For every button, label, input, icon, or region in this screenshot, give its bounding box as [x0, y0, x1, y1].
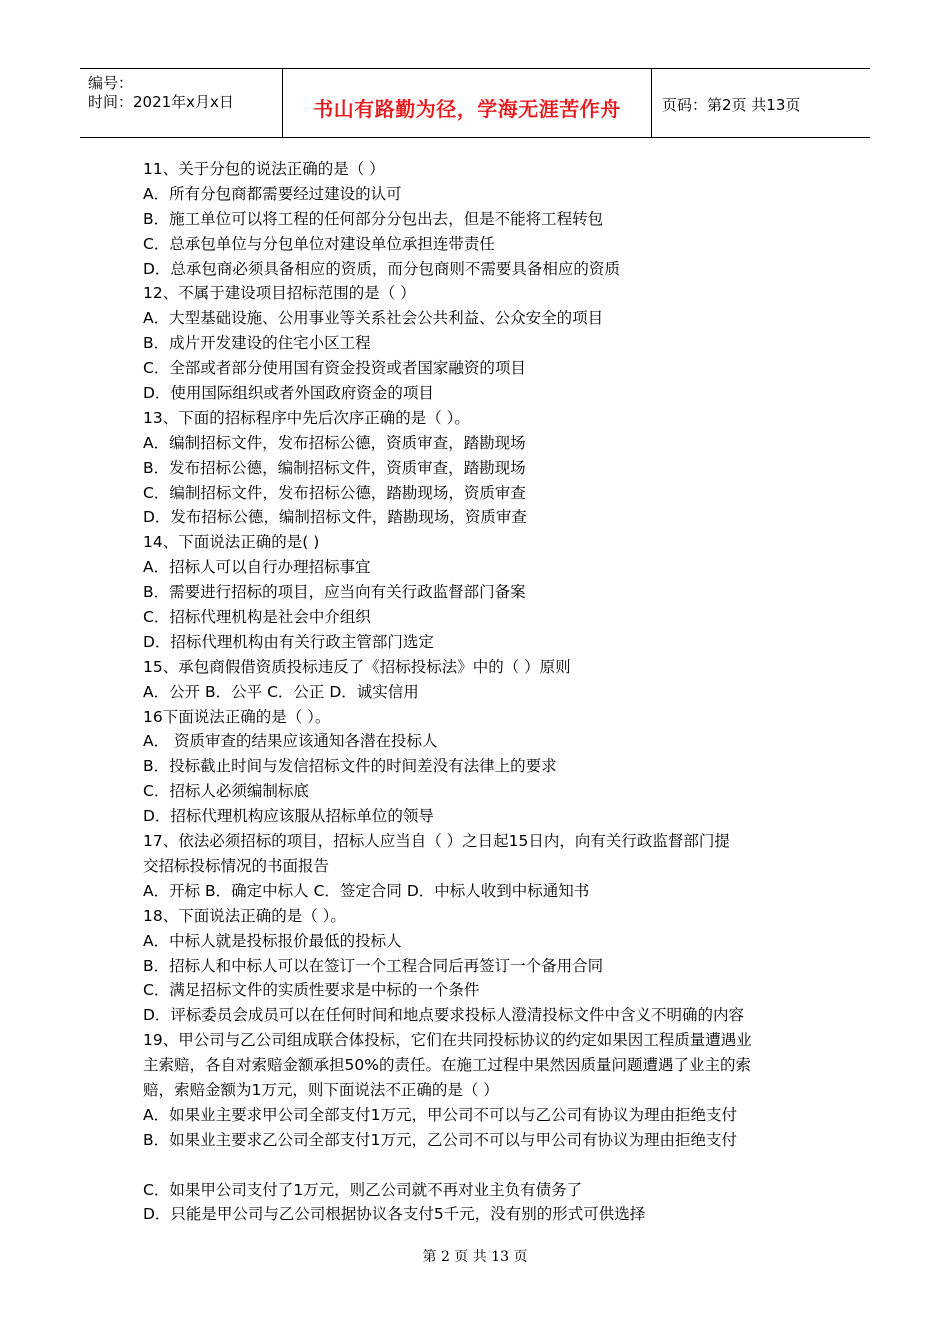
- text-line: C．招标人必须编制标底: [143, 782, 309, 801]
- text-line: A．编制招标文件，发布招标公德，资质审查，踏勘现场: [143, 433, 526, 452]
- text-line: B．成片开发建设的住宅小区工程: [143, 334, 371, 353]
- text-line: D．总承包商必须具备相应的资质，而分包商则不需要具备相应的资质: [143, 259, 620, 278]
- text-line: 17、依法必须招标的项目，招标人应当自（ ）之日起15日内，向有关行政监督部门提: [143, 832, 730, 851]
- text-line: C．编制招标文件，发布招标公德，踏勘现场，资质审查: [143, 483, 526, 502]
- text-line: 18、下面说法正确的是（ ）。: [143, 906, 346, 925]
- text-line: B．投标截止时间与发信招标文件的时间差没有法律上的要求: [143, 757, 557, 776]
- text-line: 19、甲公司与乙公司组成联合体投标，它们在共同投标协议的约定如果因工程质量遭遇业: [143, 1031, 752, 1050]
- text-line: A．公开 B．公平 C．公正 D．诚实信用: [143, 682, 419, 701]
- text-line: B．发布招标公德，编制招标文件，资质审查，踏勘现场: [143, 458, 526, 477]
- text-line: D．招标代理机构由有关行政主管部门选定: [143, 632, 434, 651]
- text-line: B．招标人和中标人可以在签订一个工程合同后再签订一个备用合同: [143, 956, 604, 975]
- text-line: A．所有分包商都需要经过建设的认可: [143, 184, 402, 203]
- text-line: B．如果业主要求乙公司全部支付1万元，乙公司不可以与甲公司有协议为理由拒绝支付: [143, 1130, 737, 1149]
- blank-line: [143, 1153, 803, 1178]
- text-line: 13、下面的招标程序中先后次序正确的是（ ）。: [143, 408, 470, 427]
- text-line: 16下面说法正确的是（ ）。: [143, 707, 331, 726]
- text-line: D．发布招标公德，编制招标文件，踏勘现场，资质审查: [143, 508, 527, 527]
- header-page-info: 页码：第2页 共13页: [662, 96, 801, 114]
- header-page-cell: [652, 69, 870, 137]
- text-line: B．需要进行招标的项目，应当向有关行政监督部门备案: [143, 583, 526, 602]
- text-line: D．评标委员会成员可以在任何时间和地点要求投标人澄清投标文件中含义不明确的内容: [143, 1006, 744, 1025]
- text-line: 12、不属于建设项目招标范围的是（ ）: [143, 284, 416, 303]
- text-line: C．满足招标文件的实质性要求是中标的一个条件: [143, 981, 480, 1000]
- text-line: A．开标 B．确定中标人 C．签定合同 D．中标人收到中标通知书: [143, 881, 590, 900]
- question-content: [143, 157, 803, 1227]
- text-line: D．招标代理机构应该服从招标单位的领导: [143, 807, 434, 826]
- text-line: C．招标代理机构是社会中介组织: [143, 608, 371, 627]
- text-line: C．全部或者部分使用国有资金投资或者国家融资的项目: [143, 359, 526, 378]
- header-left-cell: [80, 69, 280, 137]
- document-date: 时间：2021年x月x日: [88, 93, 234, 111]
- text-line: A．如果业主要求甲公司全部支付1万元，甲公司不可以与乙公司有协议为理由拒绝支付: [143, 1105, 737, 1124]
- text-line: 11、关于分包的说法正确的是（ ）: [143, 160, 385, 178]
- text-line: D．只能是甲公司与乙公司根据协议各支付5千元，没有别的形式可供选择: [143, 1205, 646, 1224]
- text-line: 赔，索赔金额为1万元，则下面说法不正确的是（ ）: [143, 1080, 499, 1099]
- document-number-label: 编号：: [88, 74, 134, 92]
- page-header: [80, 68, 870, 138]
- text-line: B．施工单位可以将工程的任何部分分包出去，但是不能将工程转包: [143, 209, 604, 228]
- text-line: 14、下面说法正确的是( ): [143, 533, 320, 552]
- text-line: A．中标人就是投标报价最低的投标人: [143, 931, 402, 950]
- text-line: C．如果甲公司支付了1万元，则乙公司就不再对业主负有债务了: [143, 1180, 583, 1199]
- text-line: 主索赔，各自对索赔金额承担50%的责任。在施工过程中果然因质量问题遭遇了业主的索: [143, 1056, 751, 1075]
- text-line: A． 资质审查的结果应该通知各潜在投标人: [143, 732, 438, 751]
- page-footer: 第 2 页 共 13 页: [422, 1249, 528, 1265]
- text-line: 15、承包商假借资质投标违反了《招标投标法》中的（ ）原则: [143, 657, 571, 676]
- header-motto-cell: [282, 69, 652, 137]
- text-line: C．总承包单位与分包单位对建设单位承担连带责任: [143, 234, 495, 253]
- text-line: 交招标投标情况的书面报告: [143, 856, 330, 875]
- header-motto: 书山有路勤为径，学海无涯苦作舟: [313, 97, 621, 121]
- text-line: A．大型基础设施、公用事业等关系社会公共利益、公众安全的项目: [143, 309, 604, 328]
- text-line: D．使用国际组织或者外国政府资金的项目: [143, 384, 434, 403]
- text-line: A．招标人可以自行办理招标事宜: [143, 558, 371, 577]
